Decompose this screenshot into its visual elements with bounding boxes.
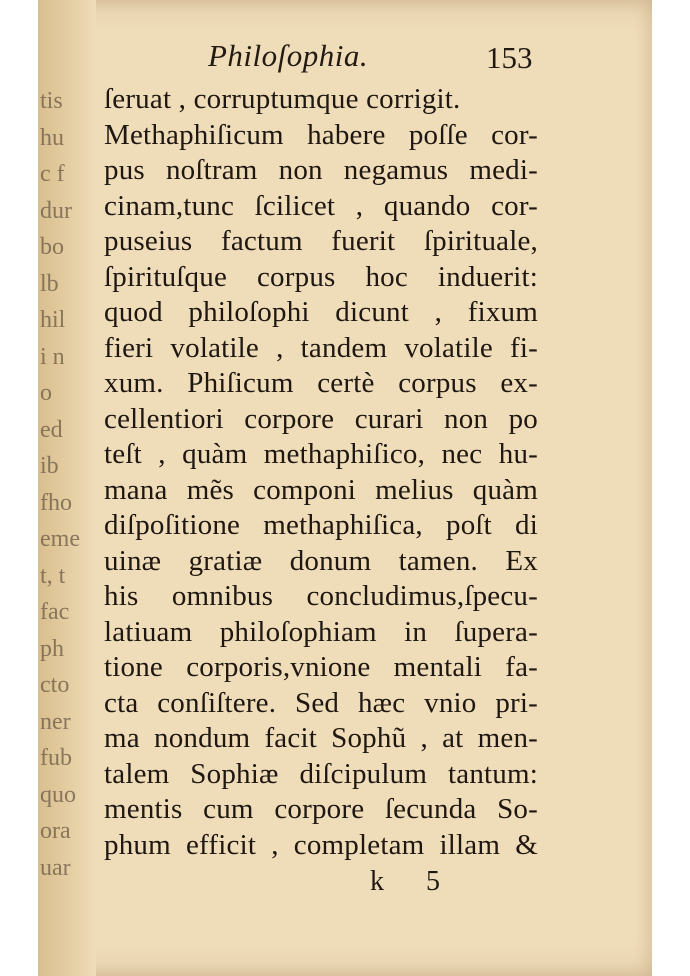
text-line: ſeruat , corruptumque corrigit. xyxy=(104,83,461,115)
text-line: teſt , quàm methaphiſico, nec hu- xyxy=(104,438,538,470)
text-line: Methaphiſicum habere poſſe cor- xyxy=(104,118,538,151)
bleed-fragment: hu xyxy=(40,124,64,151)
text-line: ma nondum facit Sophũ , at men- xyxy=(104,722,538,754)
bleed-fragment: bo xyxy=(40,234,64,260)
bleed-fragment: dur xyxy=(40,197,72,224)
bleed-fragment: eme xyxy=(40,526,80,552)
bleed-fragment: hil xyxy=(40,307,66,333)
bleed-fragment: quo xyxy=(40,781,76,808)
signature-mark: k xyxy=(370,866,384,897)
text-line: uinæ gratiæ donum tamen. Ex xyxy=(104,544,538,577)
text-line: cellentiori corpore curari non po xyxy=(104,402,538,435)
bleed-fragment: uar xyxy=(40,854,71,881)
bleed-fragment: i n xyxy=(40,343,65,370)
bleed-fragment: ph xyxy=(40,635,64,662)
text-line: talem Sophiæ diſcipulum tantum: xyxy=(104,757,538,790)
text-line: xum. Phiſicum certè corpus ex- xyxy=(104,367,538,399)
bleed-fragment: fac xyxy=(40,599,70,625)
text-line: his omnibus concludimus,ſpecu- xyxy=(104,580,538,612)
bleed-fragment: fho xyxy=(40,489,72,516)
text-line: cinam,tunc ſcilicet , quando cor- xyxy=(104,189,538,222)
text-line: mentis cum corpore ſecunda So- xyxy=(104,793,538,825)
bleed-fragment: ner xyxy=(40,708,71,735)
bleed-fragment: fub xyxy=(40,745,72,771)
text-line: puseius factum fuerit ſpirituale, xyxy=(104,225,538,257)
text-line: quod philoſophi dicunt , fixum xyxy=(104,296,538,328)
running-head: Philoſophia. xyxy=(208,38,369,73)
bleed-fragment: ib xyxy=(40,453,59,479)
text-line: fieri volatile , tandem volatile fi- xyxy=(104,331,538,364)
text-line: ſpirituſque corpus hoc induerit: xyxy=(104,260,538,293)
bleed-fragment: t, t xyxy=(40,562,66,589)
bleed-fragment: ora xyxy=(40,818,71,844)
text-line: diſpoſitione methaphiſica, poſt di xyxy=(104,509,538,541)
bleed-fragment: cto xyxy=(40,672,70,698)
bleed-fragment: o xyxy=(40,380,52,406)
text-line: latiuam philoſophiam in ſupera- xyxy=(104,615,538,648)
catchword: 5 xyxy=(426,866,440,897)
bleed-fragment: lb xyxy=(40,270,59,297)
text-line: tione corporis,vnione mentali fa- xyxy=(104,651,538,683)
text-line: pus noſtram non negamus medi- xyxy=(104,154,538,186)
text-line: phum efficit , completam illam & xyxy=(104,828,538,861)
bleed-fragment: c f xyxy=(40,161,65,187)
text-line: mana mẽs componi melius quàm xyxy=(104,473,538,506)
body-text xyxy=(104,82,538,863)
text-line: cta conſiſtere. Sed hæc vnio pri- xyxy=(104,686,538,719)
bleed-fragment: ed xyxy=(40,416,63,443)
page-number: 153 xyxy=(486,40,533,75)
bleed-fragment: tis xyxy=(40,88,63,114)
